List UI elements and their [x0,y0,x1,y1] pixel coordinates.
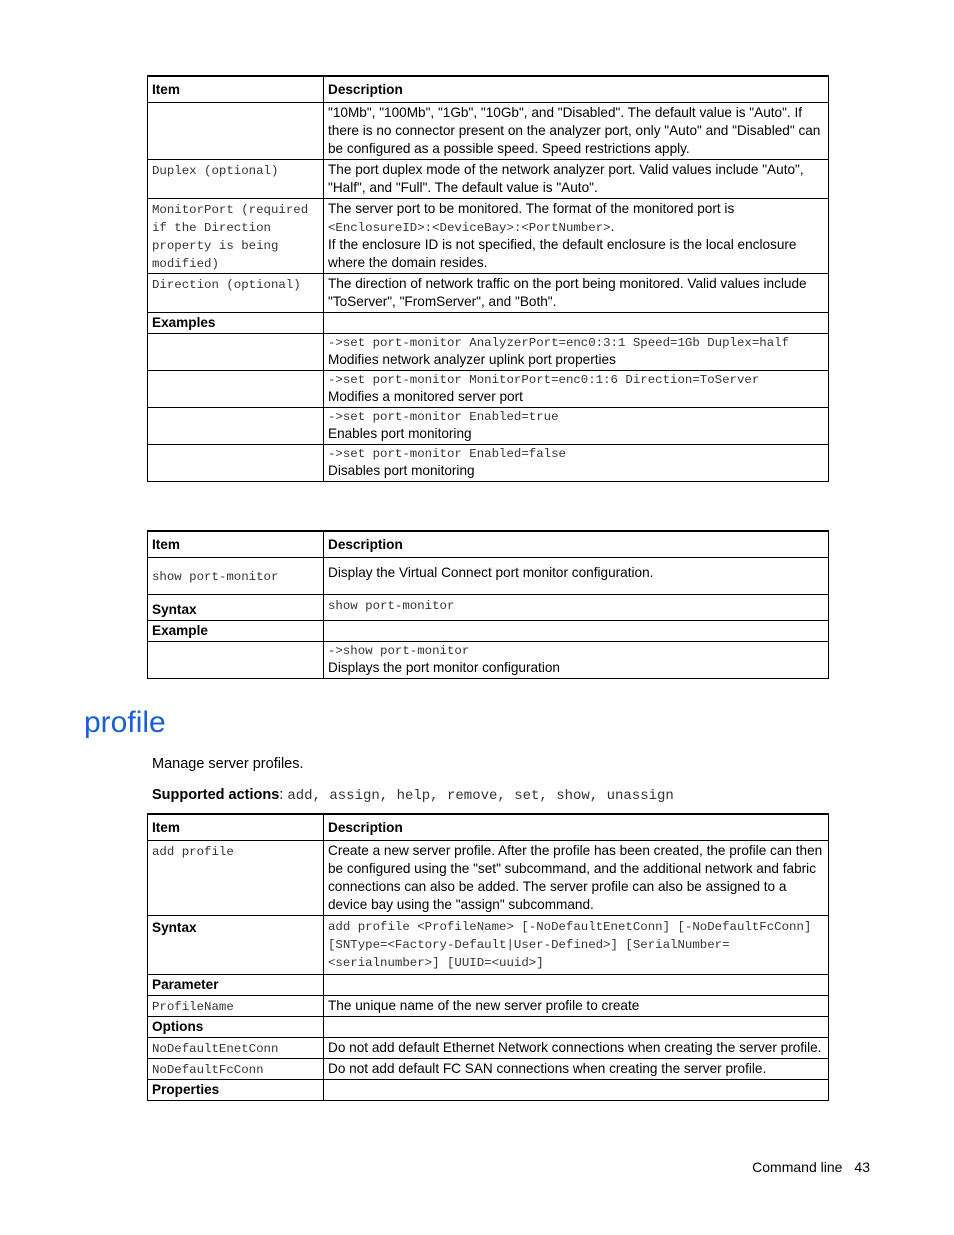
option-description: Do not add default FC SAN connections when creating the server profile. [324,1059,829,1080]
page-number: 43 [854,1159,870,1175]
description-cell: The port duplex mode of the network analyzer port. Valid values include "Auto", "Half", and "Full". The default value is "Auto". [324,160,829,199]
option-row [148,1059,829,1080]
port-format-code: <EnclosureID>:<DeviceBay>:<PortNumber> [328,221,611,235]
parameter-cell [148,996,324,1017]
table-row [148,199,829,274]
properties-label-row [148,1080,829,1101]
footer-section: Command line [752,1159,843,1175]
item-header: Item [148,76,324,103]
add-profile-table [147,813,829,1101]
syntax-cell [324,916,829,975]
description-header: Description [324,814,829,841]
description-cell: The direction of network traffic on the port being monitored. Valid values include "ToServer", "FromServer", and "Both". [324,274,829,313]
example-row [148,334,829,371]
example-row [148,445,829,482]
page-footer [752,1159,870,1175]
section-title: profile [84,706,166,739]
properties-label: Properties [148,1080,324,1101]
example-cell [324,642,829,679]
example-row [148,371,829,408]
syntax-label: Syntax [148,916,324,975]
table-header-row [148,76,829,103]
example-label: Example [148,621,324,642]
option-name: NoDefaultEnetConn [152,1042,279,1056]
table-header-row [148,814,829,841]
section-intro: Manage server profiles. [152,756,304,772]
syntax-code: show port-monitor [328,599,455,613]
parameter-label-row [148,975,829,996]
item-cell [148,160,324,199]
example-text: Disables port monitoring [328,463,475,478]
property-name: MonitorPort (required if the Direction property is being modified) [152,203,316,271]
item-cell [148,199,324,274]
description-cell [324,199,829,274]
option-row [148,1038,829,1059]
property-name: Duplex (optional) [152,164,279,178]
parameter-name: ProfileName [152,1000,234,1014]
example-text: Modifies network analyzer uplink port properties [328,352,616,367]
options-label-row [148,1017,829,1038]
port-format [328,219,614,234]
command-name: show port-monitor [152,570,279,584]
example-cell [324,371,829,408]
options-label: Options [148,1017,324,1038]
example-row [148,408,829,445]
example-text: Modifies a monitored server port [328,389,523,404]
supported-actions [152,787,674,804]
property-name: Direction (optional) [152,278,301,292]
example-code: ->set port-monitor Enabled=false [328,447,566,461]
syntax-cell [324,595,829,621]
table-row [148,274,829,313]
option-description: Do not add default Ethernet Network connections when creating the server profile. [324,1038,829,1059]
example-label-row [148,621,829,642]
description-cell: "10Mb", "100Mb", "1Gb", "10Gb", and "Disabled". The default value is "Auto". If there is no connector present on the analyzer port, only "Auto" and "Disabled" can be configured as a possible speed. Speed restrictions apply. [324,103,829,160]
command-cell [148,841,324,916]
port-monitor-properties-table [147,75,829,482]
parameter-description: The unique name of the new server profile to create [324,996,829,1017]
supported-actions-label: Supported actions [152,787,280,803]
show-port-monitor-table [147,530,829,679]
examples-label: Examples [148,313,324,334]
item-header: Item [148,531,324,558]
command-name: add profile [152,845,234,859]
syntax-row [148,916,829,975]
option-cell [148,1059,324,1080]
description-text: If the enclosure ID is not specified, the default enclosure is the local enclosure where the domain resides. [328,237,797,270]
command-row [148,841,829,916]
example-cell [324,334,829,371]
item-cell [148,103,324,160]
syntax-row [148,595,829,621]
supported-actions-list: add, assign, help, remove, set, show, unassign [287,788,674,804]
command-row [148,558,829,595]
example-row [148,642,829,679]
examples-row [148,313,829,334]
description-text: The server port to be monitored. The format of the monitored port is [328,201,735,216]
example-cell [324,445,829,482]
example-text: Enables port monitoring [328,426,472,441]
example-code: ->show port-monitor [328,644,470,658]
table-row [148,103,829,160]
command-cell [148,558,324,595]
option-name: NoDefaultFcConn [152,1063,264,1077]
table-header-row [148,531,829,558]
example-code: ->set port-monitor Enabled=true [328,410,559,424]
option-cell [148,1038,324,1059]
syntax-code: add profile <ProfileName> [-NoDefaultEnetConn] [-NoDefaultFcConn] [SNType=<Factory-Default|User-Defined>] [SerialNumber=<serialnumber>] [UUID=<uuid>] [328,920,819,970]
port-format-tail: . [610,219,615,234]
command-description: Create a new server profile. After the profile has been created, the profile can then be configured using the "set" subcommand, and the additional network and fabric connections can also be added. The server profile can also be assigned to a device bay using the "assign" subcommand. [324,841,829,916]
description-header: Description [324,76,829,103]
parameter-row [148,996,829,1017]
example-code: ->set port-monitor MonitorPort=enc0:1:6 Direction=ToServer [328,373,760,387]
syntax-label: Syntax [148,595,324,621]
example-text: Displays the port monitor configuration [328,660,560,675]
table-row [148,160,829,199]
supported-actions-separator: : [279,787,288,803]
item-cell [148,274,324,313]
description-header: Description [324,531,829,558]
parameter-label: Parameter [148,975,324,996]
example-cell [324,408,829,445]
item-header: Item [148,814,324,841]
example-code: ->set port-monitor AnalyzerPort=enc0:3:1 Speed=1Gb Duplex=half [328,336,790,350]
command-description: Display the Virtual Connect port monitor configuration. [324,558,829,595]
